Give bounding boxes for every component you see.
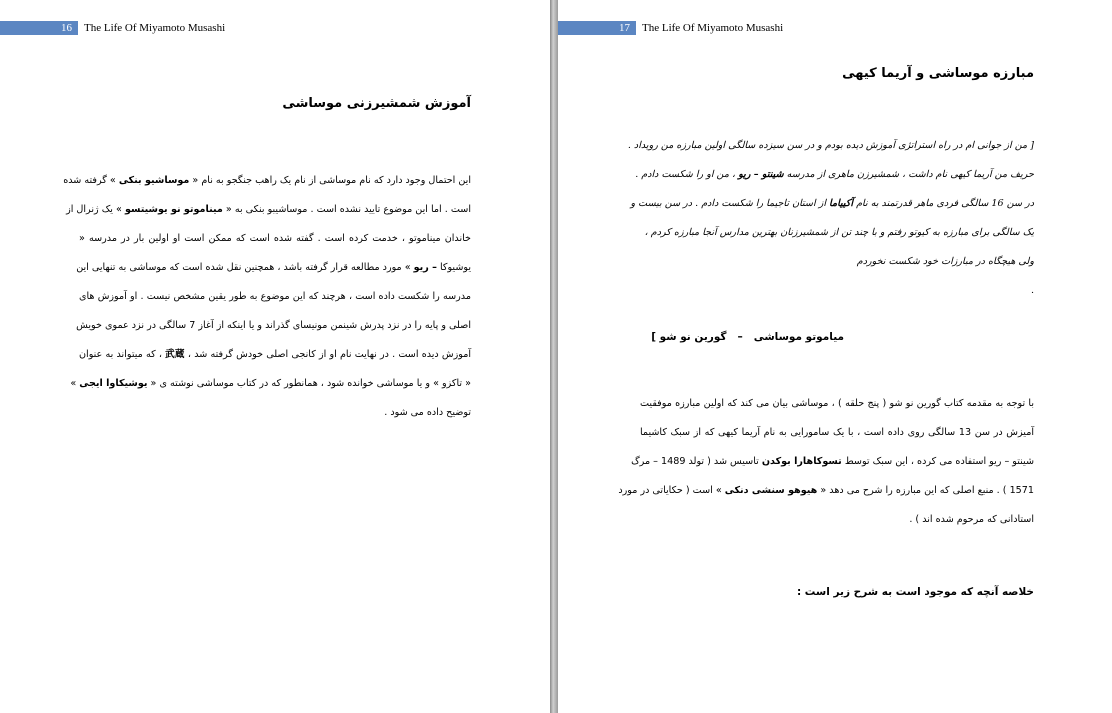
text-segment: حریف من آریما کیهی نام داشت ، شمشیرزن ماهری از مدرسه: [783, 169, 1034, 180]
text-segment: آموزش دیده است . در نهایت نام او از کانجی اصلی خودش گرفته شد ،: [184, 349, 472, 360]
text-line: [618, 476, 1034, 505]
text-segment: از استان تاجیما را شکست دادم . در سن بیست و: [630, 198, 830, 209]
bold-term: آکییاما: [829, 198, 854, 209]
text-line: [631, 447, 1034, 476]
text-line: [79, 224, 471, 253]
text-segment: ولی هیچگاه در مبارزات خود شکست نخوردم: [856, 256, 1034, 267]
bold-term: 武蔵: [165, 349, 185, 360]
text-segment: ، من او را شکست دادم .: [635, 169, 739, 180]
text-line: [640, 218, 1034, 247]
body-paragraph: [618, 389, 1034, 534]
text-line: [63, 166, 471, 195]
text-segment: » یک ژنرال از: [66, 204, 125, 215]
bold-term: – ریو: [413, 262, 437, 273]
bold-term: هیوهو سنشی دنکی: [724, 485, 818, 496]
page-number: 16: [61, 22, 72, 34]
text-line: [640, 389, 1034, 418]
quote-paragraph: [627, 131, 1034, 305]
bold-term: شینتو – ریو: [738, 169, 784, 180]
text-segment: با توجه به مقدمه کتاب گورین نو شو ( پنج حلقه ) ، موساشی بیان می کند که اولین مبارزه موفقیت: [640, 398, 1034, 409]
text-segment: 1571 ) . منبع اصلی که این مبارزه را شرح می دهد «: [817, 485, 1034, 496]
text-line: [640, 418, 1034, 447]
text-line: [76, 253, 471, 282]
page-header: [558, 21, 783, 35]
text-segment: .: [1030, 285, 1034, 296]
text-segment: » است ( حکایاتی در مورد: [618, 485, 725, 496]
text-segment: » گرفته شده: [63, 175, 119, 186]
text-segment: تاسیس شد ( تولد 1489 – مرگ: [631, 456, 762, 467]
section-heading: آموزش شمشیرزنی موساشی: [282, 96, 471, 111]
text-segment: خاندان میناموتو ، خدمت کرده است . گفته شده است که ممکن است او اولین بار در مدرسه «: [79, 233, 471, 244]
text-segment: مدرسه را شکست داده است ، هرچند که این موضوع به طور یقین مشخص نیست . او آموزش های: [79, 291, 471, 302]
text-segment: توضیح داده می شود .: [384, 407, 471, 418]
text-line: [640, 247, 1034, 276]
bold-term: تسوکاهارا بوکدن: [761, 456, 842, 467]
text-line: [640, 276, 1034, 305]
page-gutter: [550, 0, 558, 713]
bold-term: یوشیکاوا ایجی: [79, 378, 148, 389]
section-heading: مبارزه موساشی و آریما کیهی: [842, 66, 1034, 81]
text-line: [640, 505, 1034, 534]
text-segment: شینتو – ریو استفاده می کرده ، این سبک توسط: [841, 456, 1034, 467]
text-line: [79, 282, 471, 311]
bold-term: میناموتو نو یوشیتسو: [124, 204, 223, 215]
text-line: [66, 195, 471, 224]
text-segment: »: [70, 378, 80, 389]
running-title: The Life Of Miyamoto Musashi: [84, 22, 226, 34]
text-segment: است . اما این موضوع تایید نشده است . موساشیبو بنکی به «: [222, 204, 471, 215]
text-segment: در سن 16 سالگی فردی ماهر قدرتمند به نام: [853, 198, 1034, 209]
text-line: [627, 131, 1034, 160]
body-paragraph: [63, 166, 472, 427]
header-bar: [0, 21, 78, 35]
right-page: [558, 0, 1112, 713]
text-segment: یک سالگی برای مبارزه به کیوتو رفتم و با چند تن از شمشیرزنان بهترین مدارس آنجا مبارزه کردم ،: [644, 227, 1034, 238]
quote-attribution: میاموتو موساشی – گورین نو شو ]: [651, 331, 844, 343]
text-line: [635, 160, 1034, 189]
text-segment: » مورد مطالعه قرار گرفته باشد ، همچنین نقل شده است که موساشی به تنهایی این: [76, 262, 414, 273]
summary-line: خلاصه آنچه که موجود است به شرح زیر است :: [796, 586, 1034, 598]
text-line: [76, 311, 471, 340]
page-header: [0, 21, 225, 35]
left-page: [0, 0, 550, 713]
text-segment: اصلی و پایه را در نزد پدرش شینمن مونیسای گذراند و یا اینکه از آغاز 7 سالگی در نزد عموی خویش: [76, 320, 471, 331]
text-segment: ، که میتواند به عنوان: [79, 349, 166, 360]
text-segment: [ من از جوانی ام در راه استراتژی آموزش دیده بودم و در سن سیزده سالگی اولین مبارزه من رویداد .: [627, 140, 1034, 151]
text-line: [79, 340, 471, 369]
running-title: The Life Of Miyamoto Musashi: [642, 22, 784, 34]
bold-term: موساشیو بنکی: [118, 175, 190, 186]
page-number: 17: [619, 22, 630, 34]
text-segment: یوشیوکا: [436, 262, 471, 273]
text-segment: این احتمال وجود دارد که نام موساشی از نام یک راهب جنگجو به نام «: [189, 175, 471, 186]
header-bar: [558, 21, 636, 35]
text-line: [70, 369, 471, 398]
text-line: [79, 398, 471, 427]
text-line: [630, 189, 1034, 218]
text-segment: آمیزش در سن 13 سالگی روی داده است ، با یک سامورایی به نام آریما کیهی که از سبک کاشیما: [640, 427, 1034, 438]
text-segment: « تاکزو » و یا موساشی خوانده شود ، همانطور که در کتاب موساشی نوشته ی «: [147, 378, 471, 389]
text-segment: استادانی که مرحوم شده اند ) .: [909, 514, 1034, 525]
